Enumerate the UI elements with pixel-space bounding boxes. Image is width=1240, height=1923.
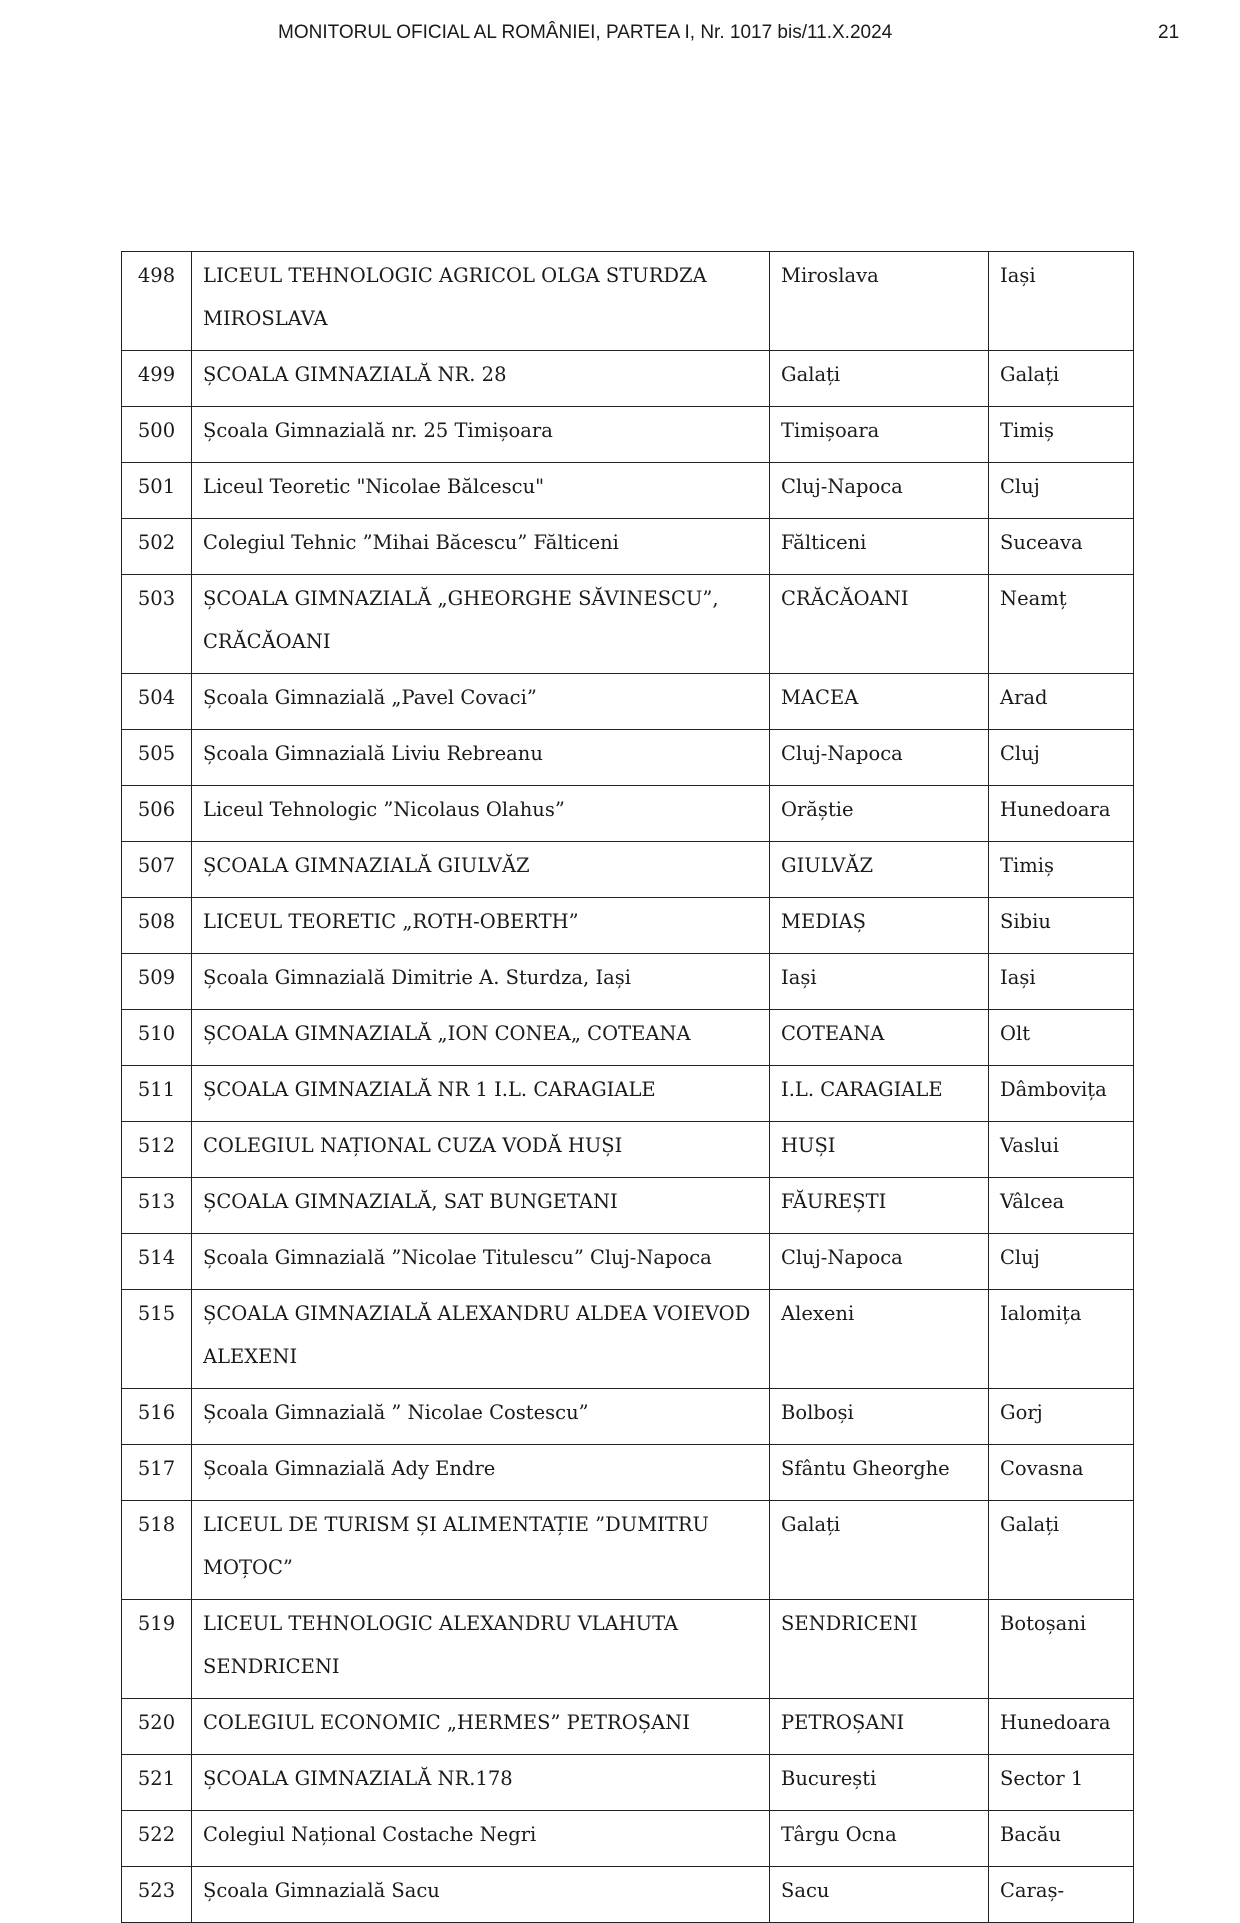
page-number: 21: [1158, 22, 1180, 43]
row-number: 507: [122, 842, 192, 898]
locality: Cluj-Napoca: [770, 730, 989, 786]
row-number: 517: [122, 1445, 192, 1501]
locality: Timișoara: [770, 407, 989, 463]
school-name: ȘCOALA GIMNAZIALĂ GIULVĂZ: [192, 842, 770, 898]
row-number: 512: [122, 1122, 192, 1178]
table-row: [122, 1178, 1134, 1234]
school-name: ȘCOALA GIMNAZIALĂ „GHEORGHE SĂVINESCU”, CRĂCĂOANI: [192, 575, 770, 674]
table-row: [122, 1234, 1134, 1290]
school-name: LICEUL TEHNOLOGIC AGRICOL OLGA STURDZA MIROSLAVA: [192, 252, 770, 351]
county: Galați: [989, 1501, 1134, 1600]
schools-table-body: [122, 252, 1134, 1923]
county: Dâmbovița: [989, 1066, 1134, 1122]
county: Arad: [989, 674, 1134, 730]
school-name: ȘCOALA GIMNAZIALĂ NR.178: [192, 1755, 770, 1811]
locality: Iași: [770, 954, 989, 1010]
table-row: [122, 575, 1134, 674]
locality: FĂUREȘTI: [770, 1178, 989, 1234]
row-number: 502: [122, 519, 192, 575]
county: Gorj: [989, 1389, 1134, 1445]
county: Vâlcea: [989, 1178, 1134, 1234]
school-name: ȘCOALA GIMNAZIALĂ, SAT BUNGETANI: [192, 1178, 770, 1234]
row-number: 504: [122, 674, 192, 730]
table-row: [122, 1699, 1134, 1755]
county: Sector 1: [989, 1755, 1134, 1811]
county: Covasna: [989, 1445, 1134, 1501]
locality: Sfântu Gheorghe: [770, 1445, 989, 1501]
locality: Alexeni: [770, 1290, 989, 1389]
table-row: [122, 898, 1134, 954]
school-name: ȘCOALA GIMNAZIALĂ NR 1 I.L. CARAGIALE: [192, 1066, 770, 1122]
table-row: [122, 1010, 1134, 1066]
row-number: 516: [122, 1389, 192, 1445]
locality: Bolboși: [770, 1389, 989, 1445]
school-name: Școala Gimnazială Liviu Rebreanu: [192, 730, 770, 786]
school-name: ȘCOALA GIMNAZIALĂ „ION CONEA„ COTEANA: [192, 1010, 770, 1066]
locality: CRĂCĂOANI: [770, 575, 989, 674]
county: Caraș-: [989, 1867, 1134, 1923]
row-number: 515: [122, 1290, 192, 1389]
school-name: ȘCOALA GIMNAZIALĂ NR. 28: [192, 351, 770, 407]
school-name: Școala Gimnazială ” Nicolae Costescu”: [192, 1389, 770, 1445]
county: Timiș: [989, 842, 1134, 898]
row-number: 518: [122, 1501, 192, 1600]
county: Cluj: [989, 463, 1134, 519]
table-row: [122, 1811, 1134, 1867]
locality: Galați: [770, 351, 989, 407]
table-row: [122, 1867, 1134, 1923]
locality: Sacu: [770, 1867, 989, 1923]
locality: COTEANA: [770, 1010, 989, 1066]
school-name: Școala Gimnazială nr. 25 Timișoara: [192, 407, 770, 463]
locality: Cluj-Napoca: [770, 463, 989, 519]
school-name: Școala Gimnazială ”Nicolae Titulescu” Cluj-Napoca: [192, 1234, 770, 1290]
school-name: LICEUL TEORETIC „ROTH-OBERTH”: [192, 898, 770, 954]
page-header: [0, 22, 1240, 52]
locality: Cluj-Napoca: [770, 1234, 989, 1290]
county: Suceava: [989, 519, 1134, 575]
row-number: 498: [122, 252, 192, 351]
row-number: 503: [122, 575, 192, 674]
county: Hunedoara: [989, 786, 1134, 842]
county: Sibiu: [989, 898, 1134, 954]
row-number: 511: [122, 1066, 192, 1122]
row-number: 501: [122, 463, 192, 519]
county: Iași: [989, 954, 1134, 1010]
table-row: [122, 1755, 1134, 1811]
school-name: COLEGIUL NAȚIONAL CUZA VODĂ HUȘI: [192, 1122, 770, 1178]
school-name: Liceul Teoretic "Nicolae Bălcescu": [192, 463, 770, 519]
row-number: 509: [122, 954, 192, 1010]
locality: MEDIAȘ: [770, 898, 989, 954]
table-row: [122, 1501, 1134, 1600]
table-row: [122, 351, 1134, 407]
table-row: [122, 1445, 1134, 1501]
table-row: [122, 1600, 1134, 1699]
county: Cluj: [989, 1234, 1134, 1290]
county: Bacău: [989, 1811, 1134, 1867]
table-row: [122, 954, 1134, 1010]
county: Hunedoara: [989, 1699, 1134, 1755]
county: Galați: [989, 351, 1134, 407]
county: Vaslui: [989, 1122, 1134, 1178]
school-name: COLEGIUL ECONOMIC „HERMES” PETROȘANI: [192, 1699, 770, 1755]
school-name: Școala Gimnazială Dimitrie A. Sturdza, Iași: [192, 954, 770, 1010]
table-row: [122, 1389, 1134, 1445]
row-number: 520: [122, 1699, 192, 1755]
school-name: LICEUL DE TURISM ȘI ALIMENTAȚIE ”DUMITRU MOȚOC”: [192, 1501, 770, 1600]
locality: I.L. CARAGIALE: [770, 1066, 989, 1122]
county: Timiș: [989, 407, 1134, 463]
county: Cluj: [989, 730, 1134, 786]
locality: Miroslava: [770, 252, 989, 351]
locality: București: [770, 1755, 989, 1811]
school-name: Școala Gimnazială Sacu: [192, 1867, 770, 1923]
row-number: 505: [122, 730, 192, 786]
locality: Fălticeni: [770, 519, 989, 575]
schools-table: [121, 251, 1134, 1923]
locality: GIULVĂZ: [770, 842, 989, 898]
table-row: [122, 674, 1134, 730]
table-row: [122, 1290, 1134, 1389]
school-name: Liceul Tehnologic ”Nicolaus Olahus”: [192, 786, 770, 842]
row-number: 506: [122, 786, 192, 842]
locality: HUȘI: [770, 1122, 989, 1178]
row-number: 514: [122, 1234, 192, 1290]
county: Ialomița: [989, 1290, 1134, 1389]
row-number: 508: [122, 898, 192, 954]
row-number: 513: [122, 1178, 192, 1234]
row-number: 500: [122, 407, 192, 463]
county: Olt: [989, 1010, 1134, 1066]
table-row: [122, 407, 1134, 463]
row-number: 522: [122, 1811, 192, 1867]
school-name: ȘCOALA GIMNAZIALĂ ALEXANDRU ALDEA VOIEVOD ALEXENI: [192, 1290, 770, 1389]
locality: PETROȘANI: [770, 1699, 989, 1755]
school-name: LICEUL TEHNOLOGIC ALEXANDRU VLAHUTA SENDRICENI: [192, 1600, 770, 1699]
table-row: [122, 786, 1134, 842]
county: Iași: [989, 252, 1134, 351]
locality: Galați: [770, 1501, 989, 1600]
table-row: [122, 1122, 1134, 1178]
locality: MACEA: [770, 674, 989, 730]
table-row: [122, 519, 1134, 575]
row-number: 499: [122, 351, 192, 407]
row-number: 521: [122, 1755, 192, 1811]
locality: Orăștie: [770, 786, 989, 842]
locality: Târgu Ocna: [770, 1811, 989, 1867]
school-name: Colegiul Tehnic ”Mihai Băcescu” Fălticeni: [192, 519, 770, 575]
table-row: [122, 1066, 1134, 1122]
table-row: [122, 252, 1134, 351]
row-number: 519: [122, 1600, 192, 1699]
row-number: 510: [122, 1010, 192, 1066]
locality: SENDRICENI: [770, 1600, 989, 1699]
school-name: Colegiul Național Costache Negri: [192, 1811, 770, 1867]
school-name: Școala Gimnazială „Pavel Covaci”: [192, 674, 770, 730]
table-row: [122, 463, 1134, 519]
row-number: 523: [122, 1867, 192, 1923]
county: Neamț: [989, 575, 1134, 674]
school-name: Școala Gimnazială Ady Endre: [192, 1445, 770, 1501]
county: Botoșani: [989, 1600, 1134, 1699]
table-row: [122, 842, 1134, 898]
table-row: [122, 730, 1134, 786]
publication-title: MONITORUL OFICIAL AL ROMÂNIEI, PARTEA I, Nr. 1017 bis/11.X.2024: [278, 22, 893, 43]
